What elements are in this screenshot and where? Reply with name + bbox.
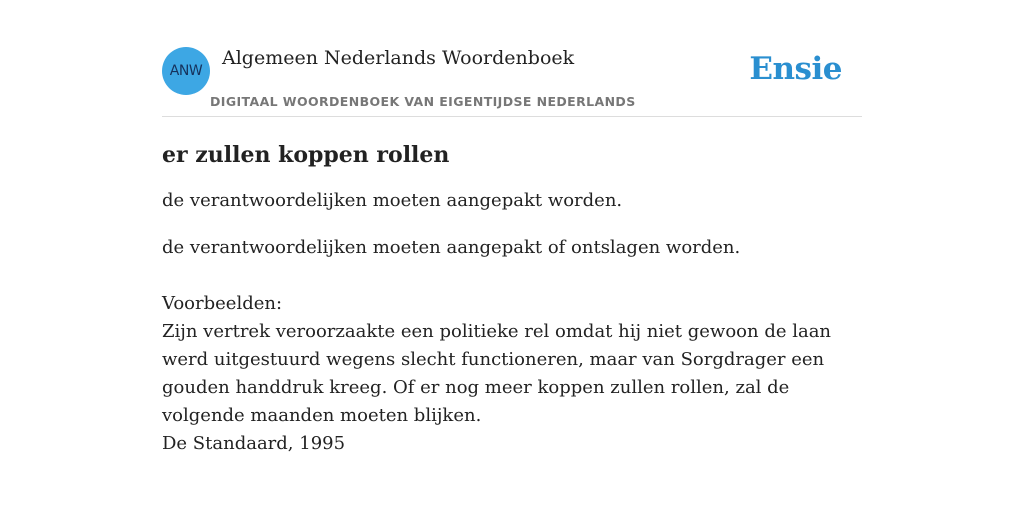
logo-text: ANW — [169, 63, 203, 79]
ensie-brand-logo[interactable]: Ensie — [749, 51, 842, 87]
site-subtitle: DIGITAAL WOORDENBOEK VAN EIGENTIJDSE NEDERLANDS — [210, 94, 636, 109]
examples-section — [162, 290, 862, 458]
site-header — [162, 40, 862, 117]
example-text: Zijn vertrek veroorzaakte een politieke rel omdat hij niet gewoon de laan werd uitgestuurd wegens slecht functioneren, maar van Sorgdrager een gouden handdruk kreeg. Of er nog meer koppen zullen rollen, zal de volgende maanden moeten blijken. — [162, 321, 832, 426]
anw-logo[interactable] — [162, 47, 210, 95]
entry-content — [162, 138, 862, 458]
site-title[interactable]: Algemeen Nederlands Woordenboek — [222, 47, 575, 69]
example-source: De Standaard, 1995 — [162, 433, 346, 454]
examples-label: Voorbeelden: — [162, 293, 283, 314]
definition-1: de verantwoordelijken moeten aangepakt worden. — [162, 190, 623, 211]
definition-2: de verantwoordelijken moeten aangepakt of ontslagen worden. — [162, 237, 741, 258]
entry-term: er zullen koppen rollen — [162, 142, 450, 168]
